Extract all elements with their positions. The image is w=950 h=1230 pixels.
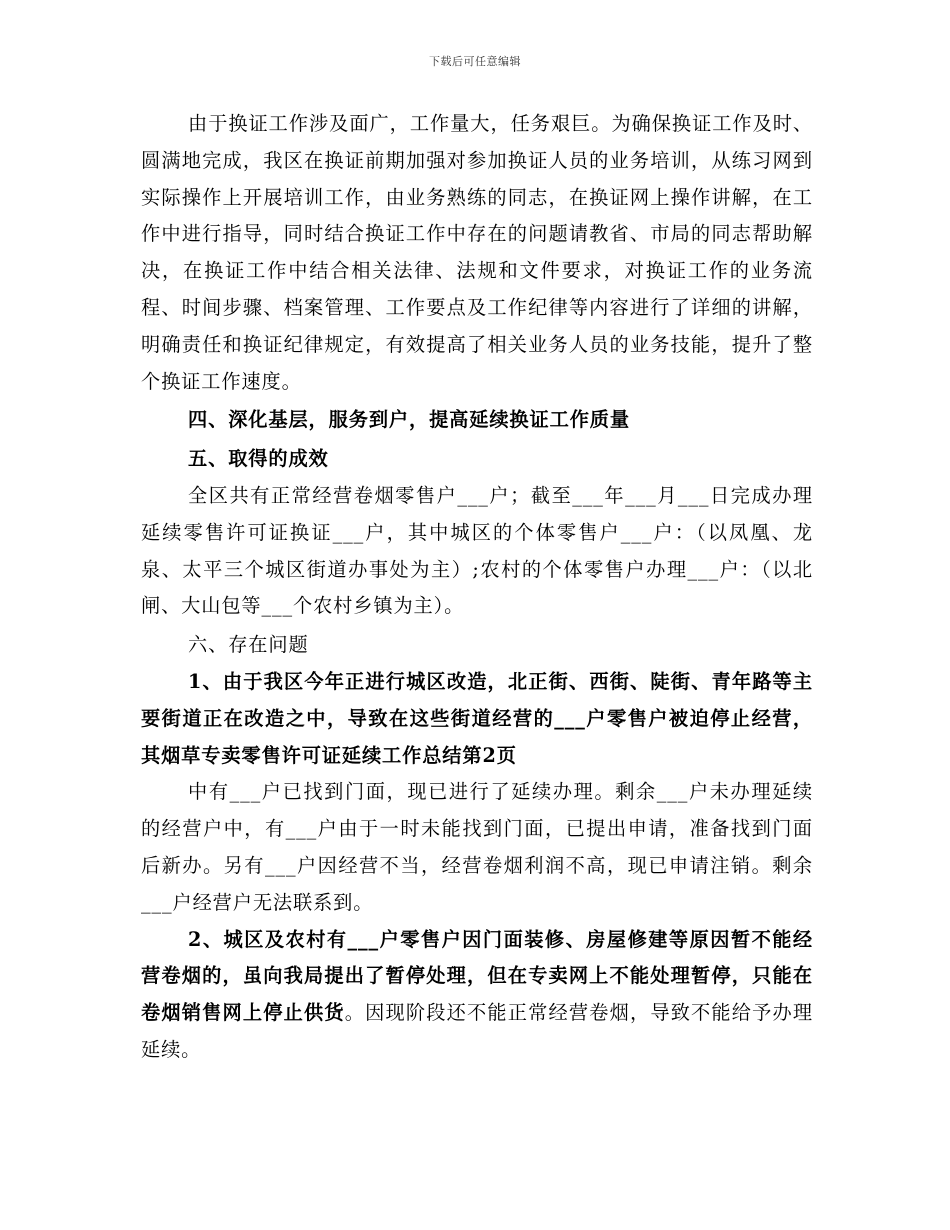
page-header: 下载后可任意编辑 bbox=[429, 55, 521, 68]
paragraph-problem-2-rest: 。因现阶段还不能正常经营卷烟，导致不能给予办理延续。 bbox=[141, 1001, 814, 1061]
heading-section-4: 四、深化基层，服务到户，提高延续换证工作质量 bbox=[188, 408, 630, 432]
paragraph-training: 由于换证工作涉及面广，工作量大，任务艰巨。为确保换证工作及时、圆满地完成，我区在换证前期加强对参加换证人员的业务培训，从练习网到实际操作上开展培训工作，由业务熟练的同志，在换证网上操作讲解，在工作中进行指导，同时结合换证工作中存在的问题请教省、市局的同志帮助解决，在换证工作中结合相关法律、法规和文件要求，对换证工作的业务流程、时间步骤、档案管理、工作要点及工作纪律等内容进行了详细的讲解，明确责任和换证纪律规定，有效提高了相关业务人员的业务技能，提升了整个换证工作速度。 bbox=[141, 112, 813, 393]
paragraph-problem-2 bbox=[141, 922, 813, 1069]
paragraph-problem-1: 1、由于我区今年正进行城区改造，北正街、西街、陡街、青年路等主要街道正在改造之中，导致在这些街道经营的___户零售户被迫停止经营，其烟草专卖零售许可证延续工作总结第2页 bbox=[141, 669, 813, 767]
paragraph-results: 全区共有正常经营卷烟零售户___户；截至___年___月___日完成办理延续零售许可证换证___户，其中城区的个体零售户___户：（以凤凰、龙泉、太平三个城区街道办事处为主）;农村的个体零售户办理___户：（以北闸、大山包等___个农村乡镇为主）。 bbox=[141, 483, 813, 618]
document-body bbox=[141, 106, 813, 1069]
paragraph-problem-2-bold: 2、城区及农村有___户零售户因门面装修、房屋修建等原因暂不能经营卷烟的，虽向我局提出了暂停处理，但在专卖网上不能处理暂停，只能在卷烟销售网上停止供货 bbox=[141, 927, 813, 1025]
heading-section-6: 六、存在问题 bbox=[188, 633, 309, 657]
paragraph-problem-1-continued: 中有___户已找到门面，现已进行了延续办理。剩余___户未办理延续的经营户中，有___户由于一时未能找到门面，已提出申请，准备找到门面后新办。另有___户因经营不当，经营卷烟利润不高，现已申请注销。剩余___户经营户无法联系到。 bbox=[141, 780, 813, 914]
heading-section-5: 五、取得的成效 bbox=[188, 447, 329, 471]
